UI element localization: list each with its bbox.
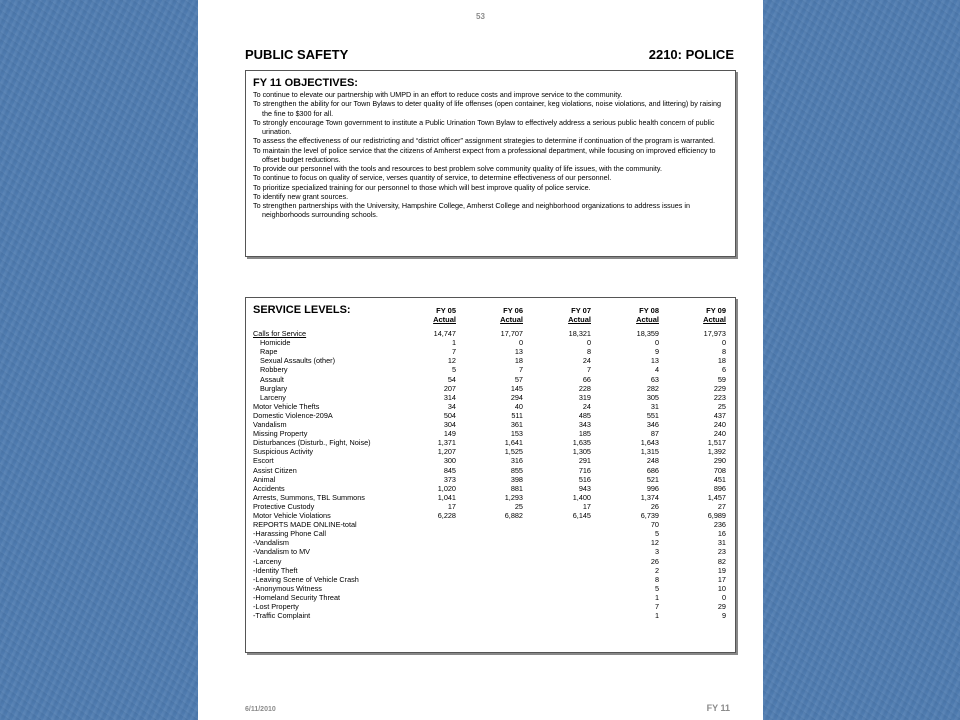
table-row xyxy=(246,548,735,557)
row-value: 31 xyxy=(650,401,659,411)
table-row xyxy=(246,603,735,612)
row-value: 346 xyxy=(646,420,659,429)
objective-item: To strengthen partnerships with the University, Hampshire College, Amherst College and neighborhood organizations to address issues in neighborhoods surrounding schools. xyxy=(253,201,690,220)
row-value: 13 xyxy=(514,347,523,357)
table-row xyxy=(246,558,735,567)
table-row xyxy=(246,394,735,403)
row-value: 4 xyxy=(654,365,659,375)
row-value: 451 xyxy=(713,474,726,484)
objective-item: To identify new grant sources. xyxy=(253,191,349,201)
row-value: 9 xyxy=(654,347,659,357)
table-row xyxy=(246,357,735,366)
table-row xyxy=(246,494,735,503)
row-value: 521 xyxy=(646,474,659,484)
service-levels-box xyxy=(245,297,736,653)
row-label: Assault xyxy=(260,374,284,384)
row-value: 87 xyxy=(650,429,659,439)
row-value: 248 xyxy=(646,456,659,466)
objective-item: To strengthen the ability for our Town Bylaws to deter quality of life offenses (open container, keg violations, noise violations, and littering) by raising the fine to $300 for all. xyxy=(253,99,721,118)
row-label: -Harassing Phone Call xyxy=(253,529,327,539)
row-label: Missing Property xyxy=(253,429,308,439)
row-label: -Vandalism xyxy=(253,538,289,548)
row-label: -Larceny xyxy=(253,556,282,566)
service-levels-title: SERVICE LEVELS: xyxy=(253,304,351,316)
row-label: -Anonymous Witness xyxy=(253,583,322,593)
column-subheading: Actual xyxy=(568,315,591,324)
table-row xyxy=(246,612,735,621)
row-value: 282 xyxy=(646,383,659,393)
row-value: 82 xyxy=(717,556,726,566)
table-row xyxy=(246,339,735,348)
row-value: 24 xyxy=(582,356,591,366)
row-value: 6,145 xyxy=(572,511,591,520)
row-value: 6,989 xyxy=(707,511,726,520)
row-value: 845 xyxy=(443,465,456,475)
row-value: 0 xyxy=(721,592,726,602)
row-value: 10 xyxy=(717,583,726,593)
column-subheading: Actual xyxy=(703,315,726,324)
row-value: 26 xyxy=(650,501,659,511)
row-label: Domestic Violence-209A xyxy=(253,410,333,420)
row-value: 29 xyxy=(717,602,726,611)
row-label: Larceny xyxy=(260,392,286,402)
column-year: FY 09 xyxy=(706,306,726,315)
row-label: Sexual Assaults (other) xyxy=(260,356,336,366)
row-label: Robbery xyxy=(260,365,288,375)
row-value: 1,020 xyxy=(437,483,456,493)
row-value: 3 xyxy=(654,547,659,557)
row-value: 229 xyxy=(713,383,726,393)
row-value: 54 xyxy=(447,374,456,384)
row-value: 25 xyxy=(514,501,523,511)
row-value: 1,517 xyxy=(707,438,726,448)
row-value: 185 xyxy=(578,429,591,439)
row-value: 1,207 xyxy=(437,447,456,457)
row-label: -Identity Theft xyxy=(253,565,298,575)
row-value: 511 xyxy=(511,410,523,420)
row-label: Burglary xyxy=(260,383,288,393)
objective-item: To assess the effectiveness of our redistricting and “district officer” assignment strategies to determine if continuation of the program is warranted. xyxy=(253,136,715,146)
page-number: 53 xyxy=(476,12,485,21)
table-row xyxy=(246,330,735,339)
row-value: 0 xyxy=(654,338,659,348)
row-value: 551 xyxy=(646,410,659,420)
row-value: 18 xyxy=(514,356,523,366)
department-title: 2210: POLICE xyxy=(648,47,734,62)
row-value: 14,747 xyxy=(433,329,456,338)
table-row xyxy=(246,412,735,421)
objective-item: To strongly encourage Town government to institute a Public Urination Town Bylaw to effectively address a serious public health concern of public urination. xyxy=(253,117,715,136)
column-header xyxy=(473,306,523,324)
row-value: 0 xyxy=(586,338,591,348)
row-label: Homicide xyxy=(260,338,291,348)
table-row xyxy=(246,385,735,394)
column-year: FY 08 xyxy=(639,306,659,315)
row-value: 18,321 xyxy=(568,329,591,338)
row-value: 8 xyxy=(721,347,726,357)
row-value: 0 xyxy=(721,338,726,348)
row-value: 1,635 xyxy=(572,438,591,448)
table-row xyxy=(246,539,735,548)
row-value: 1,041 xyxy=(437,492,456,502)
table-row xyxy=(246,567,735,576)
column-header xyxy=(676,306,726,324)
row-value: 316 xyxy=(510,456,523,466)
row-label: Accidents xyxy=(253,483,285,493)
row-label: Assist Citizen xyxy=(253,465,297,475)
row-value: 1 xyxy=(654,611,659,621)
row-value: 34 xyxy=(447,401,456,411)
row-value: 0 xyxy=(518,338,523,348)
row-value: 236 xyxy=(713,520,726,530)
objective-item: To provide our personnel with the tools and resources to best problem solve community quality of life issues, with the community. xyxy=(253,164,662,173)
column-subheading: Actual xyxy=(636,315,659,324)
row-value: 6 xyxy=(721,365,726,375)
row-value: 26 xyxy=(650,556,659,566)
row-value: 5 xyxy=(654,583,659,593)
row-value: 207 xyxy=(443,383,456,393)
row-value: 1,525 xyxy=(504,447,523,457)
row-value: 361 xyxy=(510,420,523,429)
row-value: 686 xyxy=(646,465,659,475)
row-value: 1,371 xyxy=(437,438,456,448)
row-value: 228 xyxy=(578,383,591,393)
row-value: 66 xyxy=(582,374,591,384)
row-value: 31 xyxy=(717,538,726,548)
objective-item: To prioritize specialized training for our personnel to those which will best improve quality of police service. xyxy=(253,182,591,192)
row-value: 13 xyxy=(650,356,659,366)
row-value: 70 xyxy=(650,520,659,530)
row-value: 373 xyxy=(443,474,456,484)
row-value: 223 xyxy=(713,392,726,402)
row-value: 291 xyxy=(578,456,591,466)
row-value: 57 xyxy=(514,374,523,384)
row-value: 1,400 xyxy=(572,492,591,502)
row-label: -Traffic Complaint xyxy=(253,611,311,621)
row-value: 240 xyxy=(713,420,726,429)
row-value: 896 xyxy=(713,483,726,493)
row-value: 716 xyxy=(578,465,591,475)
row-value: 7 xyxy=(586,365,591,375)
row-value: 24 xyxy=(582,401,591,411)
row-value: 149 xyxy=(443,429,456,439)
row-value: 996 xyxy=(646,483,659,493)
row-value: 300 xyxy=(443,456,456,466)
row-label: Motor Vehicle Thefts xyxy=(253,401,320,411)
row-value: 153 xyxy=(510,429,523,439)
row-value: 145 xyxy=(510,383,523,393)
table-row xyxy=(246,448,735,457)
row-value: 19 xyxy=(717,565,726,575)
row-label: Calls for Service xyxy=(253,329,307,338)
row-value: 17 xyxy=(447,501,456,511)
row-value: 1,374 xyxy=(640,492,659,502)
row-value: 1,392 xyxy=(707,447,726,457)
section-title: PUBLIC SAFETY xyxy=(245,47,349,62)
row-value: 5 xyxy=(654,529,659,539)
column-subheading: Actual xyxy=(433,315,456,324)
row-value: 1,457 xyxy=(707,492,726,502)
row-value: 290 xyxy=(713,456,726,466)
row-value: 855 xyxy=(510,465,523,475)
row-value: 881 xyxy=(510,483,523,493)
row-value: 7 xyxy=(654,602,659,611)
row-label: Motor Vehicle Violations xyxy=(253,511,331,520)
table-row xyxy=(246,594,735,603)
column-year: FY 07 xyxy=(571,306,591,315)
row-value: 304 xyxy=(443,420,456,429)
table-row xyxy=(246,366,735,375)
column-subheading: Actual xyxy=(500,315,523,324)
table-row xyxy=(246,467,735,476)
row-value: 943 xyxy=(578,483,591,493)
row-value: 59 xyxy=(717,374,726,384)
objectives-list xyxy=(253,90,731,220)
objective-item: To continue to focus on quality of service, verses quantity of service, to determine effectiveness of our personnel. xyxy=(253,173,612,183)
row-value: 7 xyxy=(518,365,523,375)
row-label: -Leaving Scene of Vehicle Crash xyxy=(253,574,359,584)
row-label: Arrests, Summons, TBL Summons xyxy=(253,492,365,502)
row-value: 294 xyxy=(510,392,523,402)
row-value: 40 xyxy=(514,401,523,411)
table-row xyxy=(246,439,735,448)
objectives-box xyxy=(245,70,736,257)
row-value: 516 xyxy=(578,474,591,484)
row-value: 6,882 xyxy=(504,511,523,520)
row-value: 708 xyxy=(713,465,726,475)
table-row xyxy=(246,457,735,466)
document-page xyxy=(198,0,763,720)
objective-item: To continue to elevate our partnership with UMPD in an effort to reduce costs and improve service to the community. xyxy=(253,90,623,99)
row-value: 240 xyxy=(713,429,726,439)
column-header xyxy=(541,306,591,324)
row-value: 305 xyxy=(646,392,659,402)
footer-date: 6/11/2010 xyxy=(245,706,276,713)
row-value: 1,643 xyxy=(640,438,659,448)
row-label: Escort xyxy=(253,456,274,466)
row-value: 18,359 xyxy=(636,329,659,338)
row-value: 25 xyxy=(717,401,726,411)
objectives-title: FY 11 OBJECTIVES: xyxy=(253,77,358,89)
row-value: 17 xyxy=(582,501,591,511)
row-value: 8 xyxy=(586,347,591,357)
row-value: 1,305 xyxy=(572,447,591,457)
column-year: FY 05 xyxy=(436,306,456,315)
row-label: Animal xyxy=(253,474,276,484)
row-value: 398 xyxy=(510,474,523,484)
row-value: 504 xyxy=(443,410,456,420)
footer-fiscal-year: FY 11 xyxy=(706,703,730,713)
row-value: 17,973 xyxy=(703,329,726,338)
row-value: 8 xyxy=(654,574,659,584)
row-label: Rape xyxy=(260,347,278,357)
row-value: 18 xyxy=(717,356,726,366)
row-label: -Homeland Security Threat xyxy=(253,592,341,602)
row-value: 1,293 xyxy=(504,492,523,502)
row-value: 23 xyxy=(717,547,726,557)
row-value: 1 xyxy=(654,592,659,602)
row-value: 6,739 xyxy=(640,511,659,520)
table-row xyxy=(246,376,735,385)
row-value: 314 xyxy=(443,392,456,402)
row-value: 1,315 xyxy=(640,447,659,457)
row-label: -Lost Property xyxy=(253,602,299,611)
row-label: Vandalism xyxy=(253,420,287,429)
table-row xyxy=(246,421,735,430)
row-value: 17,707 xyxy=(500,329,523,338)
row-value: 27 xyxy=(717,501,726,511)
row-value: 7 xyxy=(451,347,456,357)
row-value: 1 xyxy=(451,338,456,348)
row-label: Disturbances (Disturb., Fight, Noise) xyxy=(253,438,371,448)
row-value: 12 xyxy=(447,356,456,366)
row-value: 17 xyxy=(717,574,726,584)
row-value: 437 xyxy=(713,410,726,420)
column-year: FY 06 xyxy=(503,306,523,315)
row-value: 12 xyxy=(650,538,659,548)
row-label: Suspicious Activity xyxy=(253,447,314,457)
column-header xyxy=(609,306,659,324)
row-value: 485 xyxy=(578,410,591,420)
row-value: 343 xyxy=(578,420,591,429)
objective-item: To maintain the level of police service that the citizens of Amherst expect from a professional department, while focusing on improved efficiency to offset budget reductions. xyxy=(253,145,716,164)
row-label: REPORTS MADE ONLINE-total xyxy=(253,520,357,530)
row-value: 16 xyxy=(717,529,726,539)
column-header xyxy=(406,306,456,324)
table-row xyxy=(246,476,735,485)
row-value: 319 xyxy=(578,392,591,402)
table-row xyxy=(246,530,735,539)
row-value: 5 xyxy=(451,365,456,375)
row-value: 63 xyxy=(650,374,659,384)
row-value: 6,228 xyxy=(437,511,456,520)
row-value: 1,641 xyxy=(504,438,523,448)
row-label: -Vandalism to MV xyxy=(253,547,311,557)
row-value: 2 xyxy=(654,565,659,575)
row-value: 9 xyxy=(721,611,726,621)
row-label: Protective Custody xyxy=(253,501,315,511)
